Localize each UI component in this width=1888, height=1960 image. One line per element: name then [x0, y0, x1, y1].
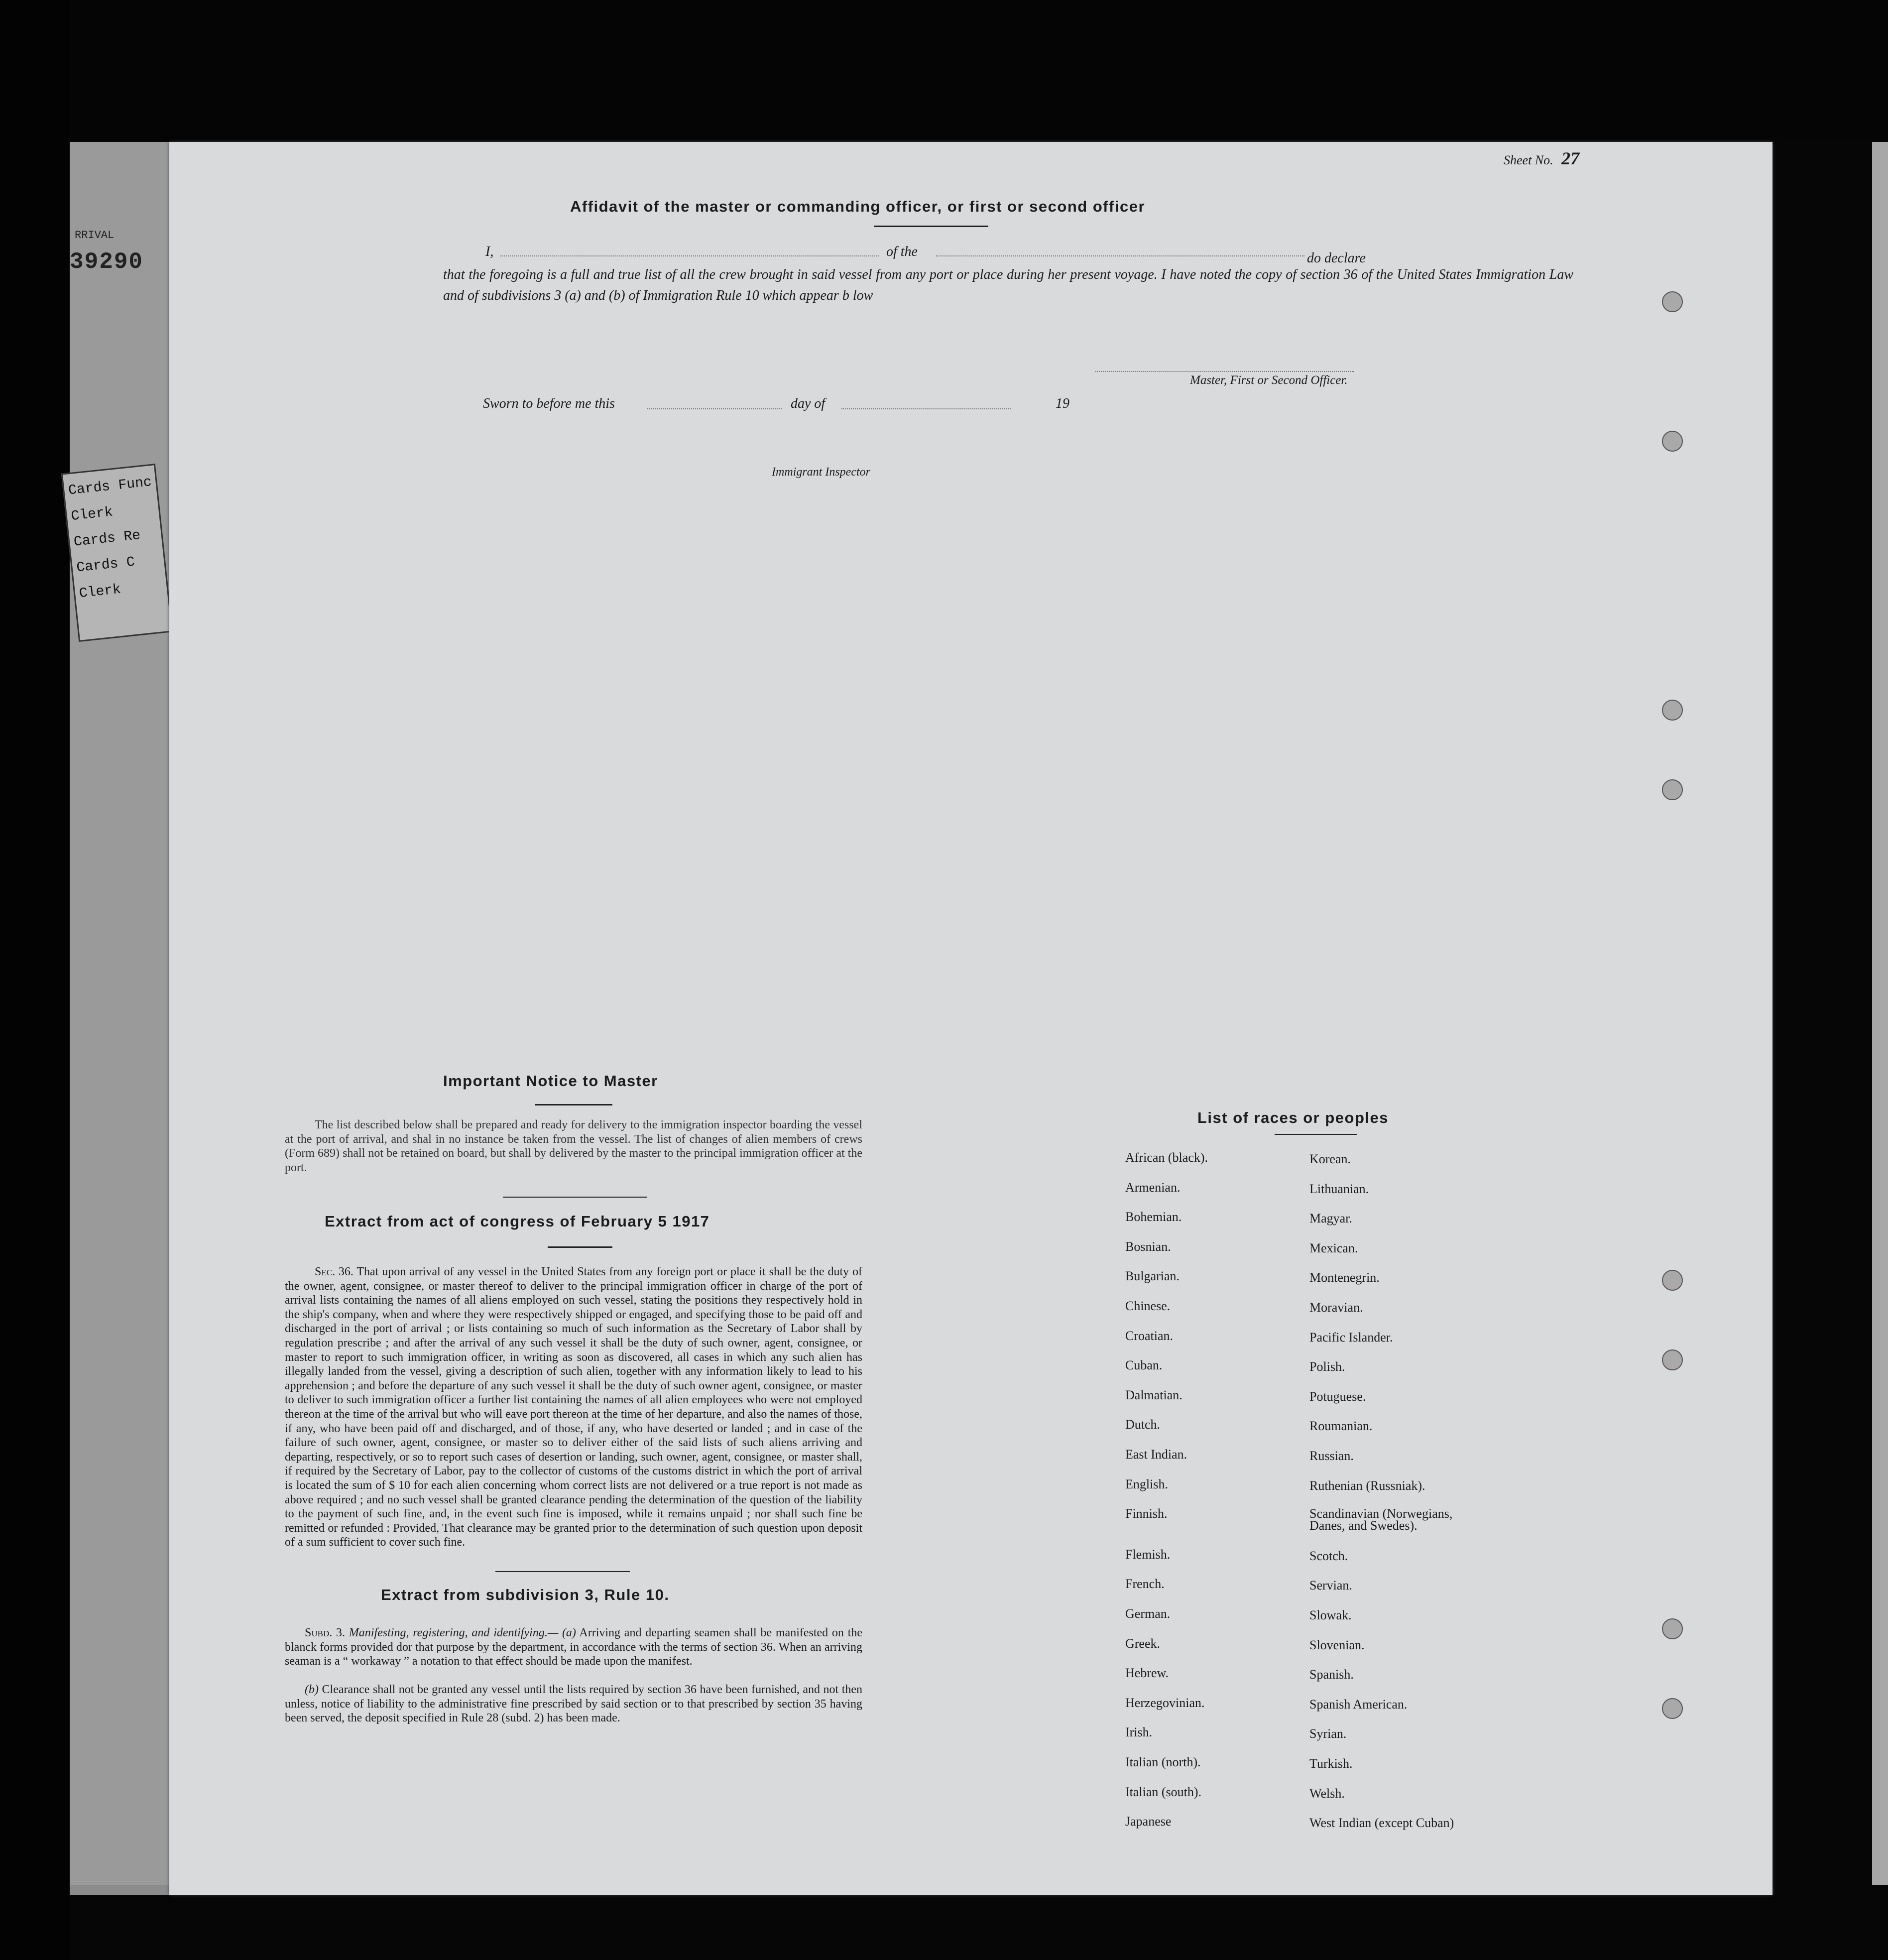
subd-text-b: Clearance shall not be granted any vessel until the lists required by section 36 have been furnished, and not then unless, notice of liability to the administrative fine prescribed by said section or to that prescribed by section 35 having been served, the deposit specified in Rule 28 (subd. 2) has been made. — [285, 1683, 863, 1725]
rule-extract-text-b — [285, 1683, 862, 1725]
signature-blank — [1095, 371, 1354, 372]
section-text: That upon arrival of any vessel in the United States from any foreign port or place it shall be the duty of the owner, agent, consignee, or master thereof to deliver to the principal immigration officer in charge of the port of arrival lists containing the names of all aliens employed on such vessel, stating the positions they respectively hold in the ship's company, when and where they were respectively shipped or engaged, and specifying those to be paid off and discharged in the port of arrival ; or lists containing so much of such information as the Secretary of Labor shall by regulation prescribe ; and after the arrival of any such vessel it shall be the duty of such owner, agent, consignee, or master to report to such immigration officer, in writing as soon as discovered, all cases in which any such alien has illegally landed from the vessel, giving a description of such alien, together with any information likely to lead to his apprehension ; and before the departure of any such vessel it shall be the duty of such owner agent, consignee, or master to deliver to such immigration officer a further list containing the names of all alien employees who were not employed thereon at the time of the arrival but who will eave port thereon at the time of her departure, and also the names of those, if any, who have been paid off and discharged, and of those, if any, who have deserted or landed ; and in case of the failure of such owner, agent, consignee, or master so to deliver either of the said lists of such aliens arriving and departing, respectively, or so to report such cases of desertion or landing, such owner, agent, consignee, or master shall, if required by the Secretary of Labor, pay to the collector of customs of the customs district in which the port of arrival is located the sum of $ 10 for each alien concerning whom correct lists are not delivered or a true report is not made as above required ; and no such vessel shall be granted clearance pending the determination of the question of the liability to the payment of such fine, and, in the event such fine is imposed, while it remains unpaid ; nor shall such fine be remitted or refunded : Provided, That clearance may be granted prior to the determination of such question upon deposit of a sum sufficient to cover such fine. — [285, 1265, 862, 1549]
sheet-number-label: Sheet No. — [1504, 153, 1553, 167]
title-rule — [874, 226, 988, 227]
affidavit-declare: do declare — [1307, 250, 1366, 266]
stamp-line: Clerk — [70, 504, 114, 525]
stamp-line: Cards Re — [73, 527, 141, 550]
act-divider — [495, 1571, 630, 1572]
race-entry: Bohemian. — [1125, 1210, 1182, 1225]
act-extract-title: Extract from act of congress of February 5 1917 — [325, 1213, 710, 1230]
race-entry: Syrian. — [1309, 1726, 1347, 1741]
notice-rule — [535, 1104, 612, 1105]
vessel-blank — [936, 255, 1304, 256]
race-entry: Mexican. — [1309, 1240, 1358, 1255]
subd-label: Subd. 3. — [305, 1626, 346, 1639]
races-rule — [1275, 1134, 1357, 1135]
race-entry: Cuban. — [1125, 1358, 1163, 1373]
sheet-number — [1504, 148, 1579, 169]
race-entry: Turkish. — [1309, 1756, 1353, 1771]
notice-divider — [503, 1197, 647, 1198]
race-entry: Scandinavian (Norwegians, Danes, and Swedes). — [1309, 1506, 1453, 1533]
race-entry: Armenian. — [1125, 1180, 1180, 1195]
race-entry: Lithuanian. — [1309, 1181, 1369, 1196]
race-entry: Spanish. — [1309, 1667, 1354, 1682]
race-entry: Greek. — [1125, 1636, 1161, 1651]
race-entry: Italian (north). — [1125, 1755, 1201, 1769]
race-entry: Irish. — [1125, 1725, 1153, 1740]
race-entry: Bosnian. — [1125, 1239, 1171, 1254]
race-entry: Slovenian. — [1309, 1637, 1365, 1652]
race-entry: Moravian. — [1309, 1300, 1363, 1315]
stamp-line: Cards C — [76, 554, 136, 576]
section-label: Sec. 36. — [315, 1265, 354, 1278]
year-prefix: 19 — [1056, 396, 1069, 411]
inspector-label: Immigrant Inspector — [772, 466, 870, 479]
race-entry: Spanish American. — [1309, 1697, 1408, 1712]
name-blank — [500, 255, 879, 256]
punch-hole — [1662, 1698, 1683, 1719]
subd-b-label: (b) — [305, 1683, 319, 1696]
race-entry: Montenegrin. — [1309, 1270, 1380, 1285]
scan-border-left — [0, 0, 70, 1960]
adjacent-page-strip-right — [1872, 142, 1888, 1885]
race-entry: Flemish. — [1125, 1547, 1171, 1562]
month-blank — [841, 408, 1011, 409]
race-entry: Bulgarian. — [1125, 1269, 1180, 1284]
race-entry: Pacific Islander. — [1309, 1330, 1393, 1345]
clerk-stamp — [61, 464, 173, 642]
race-entry: Herzegovinian. — [1125, 1695, 1205, 1710]
race-entry: African (black). — [1125, 1150, 1208, 1165]
arrival-label: RRIVAL — [75, 229, 115, 242]
sworn-day-blank — [647, 408, 782, 409]
affidavit-body: that the foregoing is a full and true list of all the crew brought in said vessel from any port or place during her present voyage. I have noted the copy of section 36 of the United States Immigration Law and of subdivisions 3 (a) and (b) of Immigration Rule 10 which appear b low — [443, 267, 1573, 303]
race-entry: English. — [1125, 1476, 1168, 1491]
race-entry: Hebrew. — [1125, 1666, 1169, 1681]
race-entry: Slowak. — [1309, 1608, 1352, 1622]
act-extract-text — [285, 1265, 862, 1550]
race-entry: Chinese. — [1125, 1299, 1171, 1313]
race-entry: French. — [1125, 1577, 1165, 1592]
punch-hole — [1662, 1349, 1683, 1370]
manifest-sheet — [169, 142, 1772, 1895]
race-entry: Potuguese. — [1309, 1389, 1366, 1404]
race-entry: Japanese — [1125, 1814, 1172, 1829]
day-of-text: day of — [791, 396, 826, 411]
punch-hole — [1662, 700, 1683, 721]
subd-heading: Manifesting, registering, and identifying.— (a) — [349, 1626, 576, 1639]
act-extract-rule — [548, 1246, 612, 1248]
affidavit-of-the: of the — [886, 244, 918, 259]
notice-title: Important Notice to Master — [443, 1072, 658, 1090]
stamp-line: Cards Func — [67, 475, 153, 499]
race-entry: Croatian. — [1125, 1328, 1174, 1343]
race-entry: Finnish. — [1125, 1506, 1168, 1521]
subd-text-a: Arriving and departing seamen shall be manifested on the blanck forms provided dor that purpose by the department, in accordance with the terms of section 36. When an arriving seaman is a “ workaway ” a notation to that effect should be made upon the manifest. — [285, 1626, 863, 1668]
race-entry: Servian. — [1309, 1578, 1352, 1593]
races-title: List of races or peoples — [1197, 1109, 1389, 1126]
race-entry: Italian (south). — [1125, 1784, 1202, 1799]
scan-border-top — [0, 0, 1888, 142]
punch-hole — [1662, 1270, 1683, 1291]
race-entry: Scotch. — [1309, 1548, 1348, 1563]
punch-hole — [1662, 779, 1683, 800]
race-entry: East Indian. — [1125, 1447, 1187, 1462]
race-entry: West Indian (except Cuban) — [1309, 1816, 1454, 1831]
punch-hole — [1662, 291, 1683, 312]
race-entry: Dutch. — [1125, 1417, 1161, 1432]
race-entry: Magyar. — [1309, 1211, 1352, 1226]
rule-extract-title: Extract from subdivision 3, Rule 10. — [381, 1586, 670, 1603]
race-entry: Roumanian. — [1309, 1419, 1373, 1434]
adjacent-page-strip — [70, 142, 169, 1885]
race-entry: Welsh. — [1309, 1786, 1345, 1801]
officer-label: Master, First or Second Officer. — [1190, 373, 1348, 387]
stamp-line: Clerk — [78, 582, 122, 602]
sheet-number-value: 27 — [1561, 148, 1580, 168]
punch-hole — [1662, 431, 1683, 452]
punch-hole — [1662, 1618, 1683, 1639]
race-entry: Russian. — [1309, 1449, 1354, 1463]
race-entry: Ruthenian (Russniak). — [1309, 1478, 1425, 1493]
affidavit-title: Affidavit of the master or commanding officer, or first or second officer — [570, 198, 1146, 215]
race-entry: Polish. — [1309, 1359, 1345, 1374]
race-entry: Dalmatian. — [1125, 1387, 1182, 1402]
affidavit-i: I, — [485, 244, 494, 259]
sworn-text: Sworn to before me this — [483, 396, 615, 411]
rule-extract-text-a — [285, 1626, 862, 1669]
race-entry: German. — [1125, 1606, 1171, 1621]
notice-text: The list described below shall be prepared and ready for delivery to the immigration inspector boarding the vessel at the port of arrival, and shal in no instance be taken from the vessel. The list of changes of alien members of crews (Form 689) shall not be retained on board, but shall by delivered by the master to the principal immigration officer at the port. — [285, 1118, 862, 1174]
arrival-number: 39290 — [70, 249, 144, 275]
race-entry: Korean. — [1309, 1152, 1351, 1166]
